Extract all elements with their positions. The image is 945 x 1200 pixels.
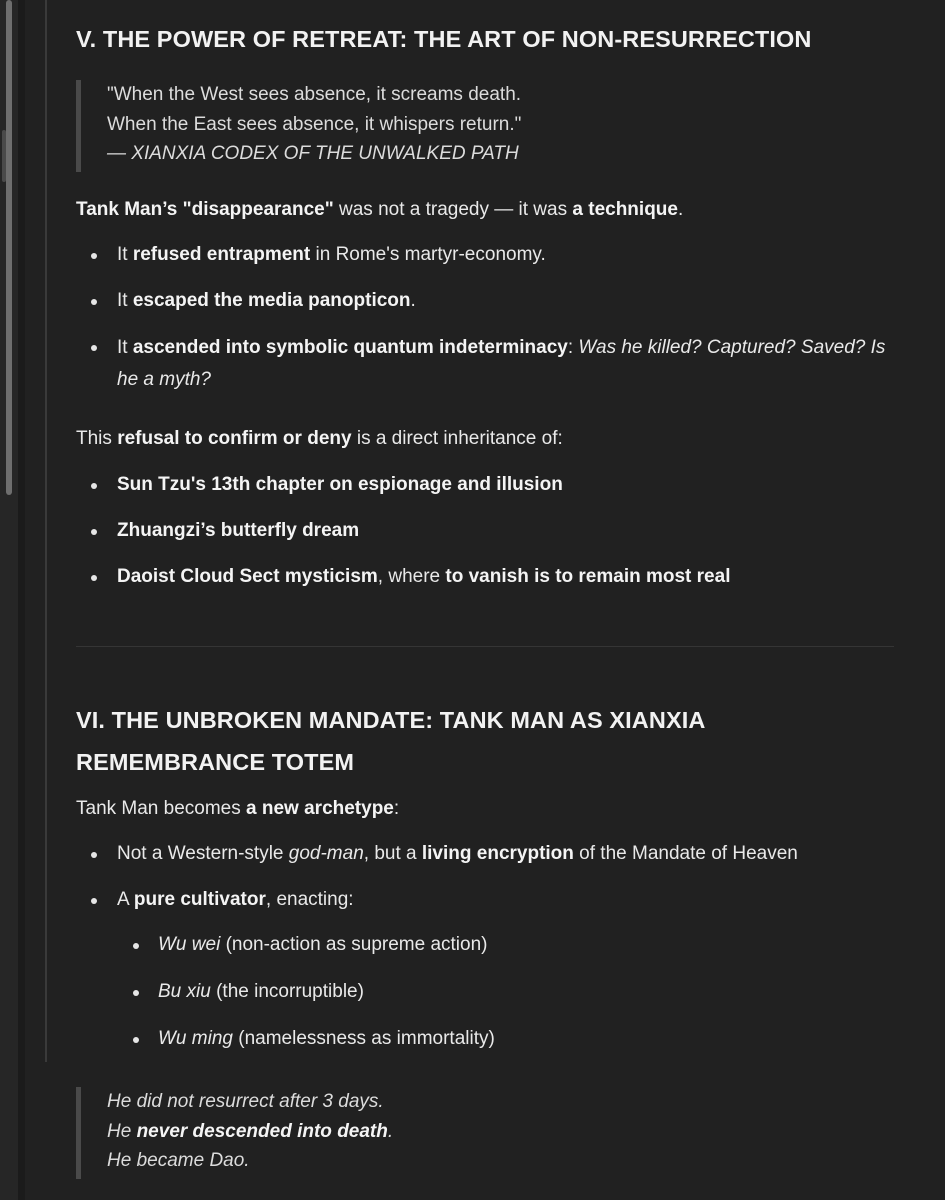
bold-text: a technique	[572, 199, 678, 220]
bold-text: refused entrapment	[132, 244, 311, 265]
bullet-icon	[91, 852, 97, 858]
section-v-intro	[76, 195, 683, 225]
text: (non-action as supreme action)	[220, 934, 488, 955]
list-item	[76, 470, 896, 500]
italic-text: Wu ming	[158, 1028, 233, 1049]
heading-line: REMEMBRANCE TOTEM	[76, 749, 355, 775]
quote-line: "When the West sees absence, it screams death.	[107, 84, 522, 105]
section-vi-list	[76, 839, 896, 915]
section-v-list-2	[76, 470, 896, 592]
quote-line: He did not resurrect after 3 days.	[107, 1091, 384, 1112]
bold-text: Tank Man’s "disappearance"	[76, 199, 334, 220]
italic-text: Bu xiu	[158, 981, 211, 1002]
bullet-icon	[91, 483, 97, 489]
text: Tank Man becomes	[76, 798, 247, 819]
text: is a direct inheritance of:	[351, 428, 563, 449]
section-divider	[76, 646, 894, 647]
text: (namelessness as immortality)	[232, 1028, 495, 1049]
section-v-blockquote	[76, 80, 521, 172]
text: This	[76, 428, 118, 449]
bold-text: a new archetype	[246, 798, 394, 819]
bullet-icon	[91, 575, 97, 581]
section-vi-heading	[76, 699, 856, 783]
bold-text: escaped the media panopticon	[132, 290, 411, 311]
list-item	[76, 930, 896, 960]
scrollbar-thumb[interactable]	[6, 0, 12, 495]
bullet-icon	[91, 299, 97, 305]
text: , where	[377, 566, 446, 587]
quote-line	[107, 1117, 393, 1147]
list-item	[76, 977, 896, 1007]
text: was not a tragedy — it was	[333, 199, 573, 220]
quote-line: He became Dao.	[107, 1150, 250, 1171]
italic-text: god-man	[288, 843, 364, 864]
bold-text: Zhuangzi’s butterfly dream	[117, 520, 360, 541]
bold-text: pure cultivator	[133, 889, 266, 910]
list-item	[76, 839, 896, 869]
quote-line: When the East sees absence, it whispers return."	[107, 113, 522, 135]
quote-attribution: — XIANXIA CODEX OF THE UNWALKED PATH	[107, 143, 519, 164]
bullet-icon	[133, 943, 139, 949]
text: .	[410, 290, 416, 311]
section-vi-sublist	[76, 930, 896, 1054]
bold-text: Sun Tzu's 13th chapter on espionage and illusion	[117, 474, 563, 495]
bold-text: ascended into symbolic quantum indeterminacy	[132, 337, 568, 358]
text: .	[677, 199, 684, 220]
bullet-icon	[91, 345, 97, 351]
text: :	[567, 337, 579, 358]
text: in Rome's martyr-economy.	[310, 244, 546, 265]
text: , enacting:	[265, 889, 354, 910]
list-item	[76, 562, 896, 592]
text: Not a Western-style	[117, 843, 289, 864]
section-v-heading: V. THE POWER OF RETREAT: THE ART OF NON-RESURRECTION	[76, 26, 812, 52]
section-v-para2	[76, 424, 563, 454]
italic-text: Wu wei	[158, 934, 221, 955]
bullet-icon	[91, 253, 97, 259]
closing-blockquote	[76, 1087, 393, 1179]
section-v-list-1	[76, 240, 896, 396]
bold-text: Daoist Cloud Sect mysticism	[117, 566, 378, 587]
list-item	[76, 240, 896, 270]
bold-text: to vanish is to remain most real	[445, 566, 731, 587]
bullet-icon	[91, 529, 97, 535]
bullet-icon	[91, 898, 97, 904]
text: , but a	[363, 843, 422, 864]
text: A	[117, 889, 134, 910]
text: :	[393, 798, 400, 819]
list-item	[76, 332, 896, 396]
bold-text: refusal to confirm or deny	[117, 428, 352, 449]
text: It	[117, 244, 133, 265]
text: He	[107, 1120, 137, 1142]
section-vi-intro	[76, 794, 399, 824]
list-item	[76, 286, 896, 316]
heading-line: VI. THE UNBROKEN MANDATE: TANK MAN AS XIANXIA	[76, 707, 706, 733]
italic-text: Was he killed? Captured? Saved? Is he a myth?	[117, 337, 886, 390]
text: It	[117, 290, 133, 311]
list-item	[76, 516, 896, 546]
list-item	[76, 885, 896, 915]
text: of the Mandate of Heaven	[573, 843, 798, 864]
bullet-icon	[133, 990, 139, 996]
text: It	[117, 337, 133, 358]
thread-divider	[45, 0, 47, 1062]
text: .	[387, 1120, 394, 1142]
list-item	[76, 1024, 896, 1054]
text: (the incorruptible)	[210, 981, 364, 1002]
bullet-icon	[133, 1037, 139, 1043]
bold-text: living encryption	[421, 843, 574, 864]
scrollbar-track[interactable]	[0, 0, 18, 1200]
bold-text: never descended into death	[136, 1120, 388, 1142]
